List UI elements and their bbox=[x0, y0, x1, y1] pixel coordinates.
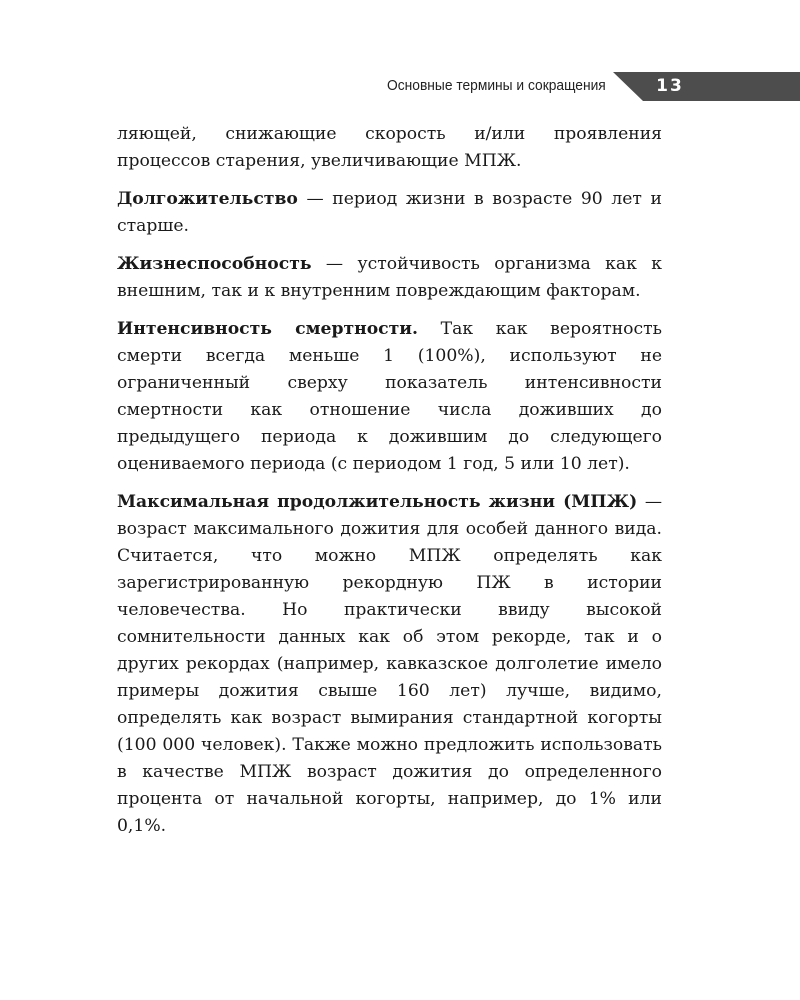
entry-max-lifespan bbox=[117, 489, 662, 840]
entry-continuation bbox=[117, 121, 662, 175]
entry-text: — возраст максимального дожития для особей данного вида. Считается, что можно МПЖ определять как зарегистрированную рекордную ПЖ в истории человечества. Но практически ввиду высокой сомнительности данных как об этом рекорде, так и о других рекордах (например, кавказское долголетие имело примеры дожития свыше 160 лет) лучше, видимо, определять как возраст вымирания стандартной когорты (100 000 человек). Также можно предложить использовать в качестве МПЖ возраст дожития до определенного процента от начальной когорты, например, до 1% или 0,1%. bbox=[117, 492, 663, 836]
entry-text: — устойчивость организма как к внешним, так и к внутренним повреждающим факторам. bbox=[117, 254, 662, 301]
entry-text: ляющей, снижающие скорость и/или проявления процессов старения, увеличивающие МПЖ. bbox=[117, 124, 662, 171]
entry-term: Жизнеспособность bbox=[117, 254, 312, 274]
entry-text: Так как вероятность смерти всегда меньше 1 (100%), используют не ограниченный сверху показатель интенсивности смертности как отношение числа доживших до предыдущего периода к дожившим до следующего оцениваемого периода (с периодом 1 год, 5 или 10 лет). bbox=[117, 319, 663, 474]
entry-mortality-intensity bbox=[117, 316, 662, 478]
entry-term: Максимальная продолжительность жизни (МПЖ) bbox=[117, 492, 638, 512]
page-number: 13 bbox=[656, 76, 684, 96]
entry-text: — период жизни в возрасте 90 лет и старше. bbox=[117, 189, 662, 236]
entry-viability bbox=[117, 251, 662, 305]
running-title: Основные термины и сокращения bbox=[387, 77, 606, 94]
entry-term: Долгожительство bbox=[117, 189, 298, 209]
body-text bbox=[117, 121, 662, 851]
entry-longevity bbox=[117, 186, 662, 240]
entry-term: Интенсивность смертности. bbox=[117, 319, 419, 339]
